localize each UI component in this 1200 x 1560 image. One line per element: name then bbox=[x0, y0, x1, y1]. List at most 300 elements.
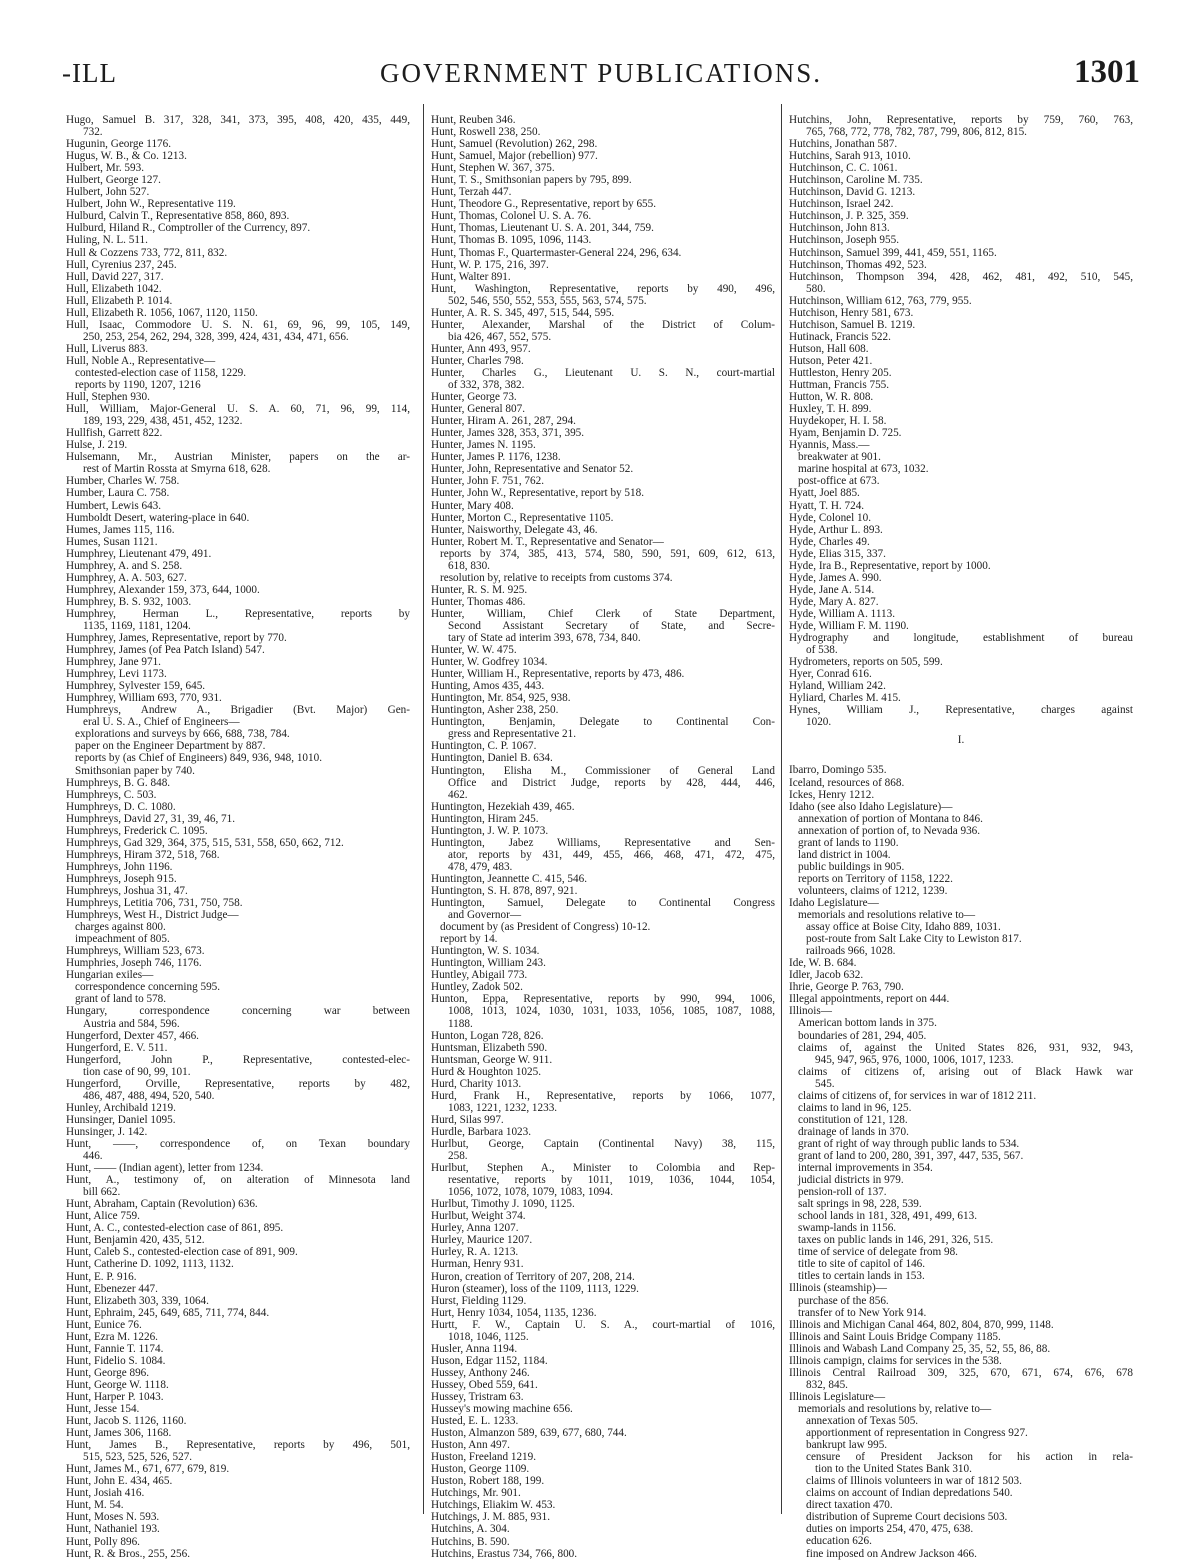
index-line: grant of land to 578. bbox=[75, 993, 167, 1006]
index-line: Hutchinson, John 813. bbox=[789, 222, 890, 235]
index-line: Hutchins, A. 304. bbox=[431, 1523, 510, 1536]
index-line: Hyde, Elias 315, 337. bbox=[789, 547, 886, 560]
index-line: Hutchings, J. M. 885, 931. bbox=[431, 1511, 551, 1524]
index-line: Hyde, Jane A. 514. bbox=[789, 583, 875, 596]
index-line: and Governor— bbox=[448, 909, 522, 922]
index-line: reports by 1190, 1207, 1216 bbox=[75, 379, 201, 392]
index-line: Hyam, Benjamin D. 725. bbox=[789, 427, 902, 440]
index-line: Hull, Elizabeth P. 1014. bbox=[66, 294, 173, 307]
index-line: Humbert, Lewis 643. bbox=[66, 499, 162, 512]
index-line: education 626. bbox=[806, 1535, 872, 1548]
index-line: Huston, Robert 188, 199. bbox=[431, 1475, 545, 1488]
index-line: Hulbert, George 127. bbox=[66, 174, 161, 187]
index-line: Humphrey, William 693, 770, 931. bbox=[66, 692, 222, 705]
index-line: Hungerford, Dexter 457, 466. bbox=[66, 1029, 199, 1042]
index-line: Huntley, Abigail 773. bbox=[431, 969, 528, 982]
index-line: Huxley, T. H. 899. bbox=[789, 403, 872, 416]
index-line: 1018, 1046, 1125. bbox=[448, 1330, 529, 1343]
index-line: Hunter, George 73. bbox=[431, 391, 517, 404]
index-line: explorations and surveys by 666, 688, 738, 784. bbox=[75, 728, 290, 741]
index-line: Hurd, Silas 997. bbox=[431, 1113, 504, 1126]
index-line: ator, reports by 431, 449, 455, 466, 468, 471, 472, 475, bbox=[448, 848, 775, 861]
index-line: censure of President Jackson for his action in rela- bbox=[806, 1451, 1133, 1464]
index-line: Hurman, Henry 931. bbox=[431, 1258, 524, 1271]
index-line: 580. bbox=[806, 282, 826, 295]
index-line: Huntington, Hezekiah 439, 465. bbox=[431, 800, 575, 813]
index-line: Hunley, Archibald 1219. bbox=[66, 1101, 176, 1114]
index-line: Huston, George 1109. bbox=[431, 1463, 530, 1476]
index-line: Hunt, Polly 896. bbox=[66, 1535, 140, 1548]
index-line: Hyde, William F. M. 1190. bbox=[789, 619, 909, 632]
index-line: Hunt, Fidelio S. 1084. bbox=[66, 1354, 166, 1367]
index-line: Hunt, Walter 891. bbox=[431, 270, 511, 283]
index-line: Humphreys, Joshua 31, 47. bbox=[66, 885, 188, 897]
index-line: Hyer, Conrad 616. bbox=[789, 668, 872, 681]
index-line: Humphrey, James (of Pea Patch Island) 547. bbox=[66, 644, 265, 657]
index-line: 478, 479, 483. bbox=[448, 860, 513, 873]
index-line: Huntington, Benjamin, Delegate to Continental Con- bbox=[431, 716, 775, 729]
index-line: Hunter, Thomas 486. bbox=[431, 595, 526, 608]
index-line: Humphrey, Sylvester 159, 645. bbox=[66, 680, 206, 693]
index-line: Hussey's mowing machine 656. bbox=[431, 1403, 573, 1416]
index-line: Hunt, R. & Bros., 255, 256. bbox=[66, 1547, 191, 1560]
index-line: Hunt, George W. 1118. bbox=[66, 1378, 169, 1391]
index-line: Hungarian exiles— bbox=[66, 969, 154, 982]
index-line: 515, 523, 525, 526, 527. bbox=[83, 1451, 193, 1464]
index-line: Hunter, Hiram A. 261, 287, 294. bbox=[431, 415, 576, 428]
index-line: Hunsinger, J. 142. bbox=[66, 1125, 148, 1138]
index-line: Hunt, Alice 759. bbox=[66, 1210, 140, 1223]
index-line: Hunt, A. C., contested-election case of 861, 895. bbox=[66, 1222, 284, 1235]
index-line: Illinois and Saint Louis Bridge Company 1185. bbox=[789, 1330, 1001, 1343]
index-line: Huntington, W. S. 1034. bbox=[431, 945, 540, 958]
index-line: 618, 830. bbox=[448, 559, 490, 572]
index-line: 1135, 1169, 1181, 1204. bbox=[83, 619, 191, 632]
index-line: 486, 487, 488, 494, 520, 540. bbox=[83, 1089, 215, 1102]
index-line: Hutchison, Samuel B. 1219. bbox=[789, 318, 916, 331]
index-line: Huntington, William 243. bbox=[431, 957, 546, 970]
index-line: public buildings in 905. bbox=[798, 860, 905, 873]
index-line: Huntington, Asher 238, 250. bbox=[431, 704, 559, 717]
index-line: Hugus, W. B., & Co. 1213. bbox=[66, 150, 187, 163]
index-line: Illinois and Wabash Land Company 25, 35, 52, 55, 86, 88. bbox=[789, 1342, 1051, 1355]
index-line: Hurlbut, George, Captain (Continental Navy) 38, 115, bbox=[431, 1137, 775, 1150]
index-line: memorials and resolutions relative to— bbox=[798, 909, 976, 922]
index-line: reports by (as Chief of Engineers) 849, 936, 948, 1010. bbox=[75, 752, 323, 765]
index-line: land district in 1004. bbox=[798, 848, 891, 861]
index-line: marine hospital at 673, 1032. bbox=[798, 463, 929, 476]
index-line: Hull, Elizabeth R. 1056, 1067, 1120, 1150. bbox=[66, 306, 258, 319]
index-line: Humphrey, James, Representative, report by 770. bbox=[66, 632, 287, 645]
index-line: Humphreys, West H., District Judge— bbox=[66, 909, 239, 922]
index-line: Hutchings, Eliakim W. 453. bbox=[431, 1499, 556, 1512]
index-line: Hunter, Morton C., Representative 1105. bbox=[431, 511, 614, 524]
index-line: Illinois Legislature— bbox=[789, 1390, 886, 1403]
index-line: Hutchins, Sarah 913, 1010. bbox=[789, 150, 911, 163]
section-letter: I. bbox=[957, 734, 965, 747]
index-line: of 332, 378, 382. bbox=[448, 379, 525, 392]
index-line: Husler, Anna 1194. bbox=[431, 1342, 518, 1355]
index-line: Hurdle, Barbara 1023. bbox=[431, 1125, 532, 1138]
index-line: impeachment of 805. bbox=[75, 933, 170, 946]
index-line: Humphreys, John 1196. bbox=[66, 860, 173, 873]
index-line: Iceland, resources of 868. bbox=[789, 776, 905, 789]
index-line: post-office at 673. bbox=[798, 475, 880, 488]
index-line: Hunt, T. S., Smithsonian papers by 795, 899. bbox=[431, 174, 632, 187]
index-line: Hunter, James 328, 353, 371, 395. bbox=[431, 427, 585, 440]
index-line: taxes on public lands in 146, 291, 326, 515. bbox=[798, 1234, 994, 1247]
index-line: Hutchinson, J. P. 325, 359. bbox=[789, 210, 909, 223]
index-line: Hull, Cyrenius 237, 245. bbox=[66, 258, 177, 271]
index-line: Hunt, A., testimony of, on alteration of Minnesota land bbox=[66, 1174, 410, 1187]
index-line: Hurd & Houghton 1025. bbox=[431, 1065, 542, 1078]
index-line: Hunt, W. P. 175, 216, 397. bbox=[431, 258, 549, 271]
index-line: Huston, Freeland 1219. bbox=[431, 1451, 537, 1464]
index-line: Huntington, Samuel, Delegate to Continental Congress bbox=[431, 897, 775, 910]
index-line: Hunter, Charles G., Lieutenant U. S. N., court-martial bbox=[431, 366, 775, 379]
index-line: Hutchinson, Caroline M. 735. bbox=[789, 174, 923, 187]
index-line: Humphries, Joseph 746, 1176. bbox=[66, 957, 202, 970]
index-line: Hyde, Charles 49. bbox=[789, 535, 870, 548]
index-line: Hunt, Roswell 238, 250. bbox=[431, 126, 541, 139]
index-line: Hutchins, Erastus 734, 766, 800. bbox=[431, 1547, 578, 1560]
index-line: 1020. bbox=[806, 716, 832, 729]
index-line: Illinois— bbox=[789, 1005, 832, 1018]
index-line: Hunt, Reuben 346. bbox=[431, 114, 516, 126]
index-line: Ickes, Henry 1212. bbox=[789, 788, 875, 801]
index-line: Husted, E. L. 1233. bbox=[431, 1415, 519, 1428]
index-line: Huron, creation of Territory of 207, 208, 214. bbox=[431, 1270, 635, 1283]
index-column-1 bbox=[66, 114, 410, 1560]
index-line: purchase of the 856. bbox=[798, 1294, 889, 1307]
index-line: Hussey, Tristram 63. bbox=[431, 1390, 524, 1403]
index-line: Humes, Susan 1121. bbox=[66, 535, 158, 548]
index-line: Hunter, Ann 493, 957. bbox=[431, 342, 531, 355]
index-line: Hurley, R. A. 1213. bbox=[431, 1246, 519, 1259]
index-line: Hutinack, Francis 522. bbox=[789, 330, 891, 343]
index-line: tion to the United States Bank 310. bbox=[815, 1463, 972, 1476]
index-line: Hunt, E. P. 916. bbox=[66, 1270, 137, 1283]
index-line: claims of citizens of, arising out of Black Hawk war bbox=[798, 1065, 1133, 1078]
index-line: bia 426, 467, 552, 575. bbox=[448, 330, 552, 343]
index-line: Hunt, Catherine D. 1092, 1113, 1132. bbox=[66, 1258, 234, 1271]
index-line: Hunt, Josiah 416. bbox=[66, 1487, 145, 1500]
index-line: Hunt, Terzah 447. bbox=[431, 186, 512, 199]
column-divider bbox=[423, 104, 424, 1514]
index-line: Austria and 584, 596. bbox=[83, 1017, 180, 1030]
index-line: Hunter, Robert M. T., Representative and Senator— bbox=[431, 535, 664, 548]
index-line: post-route from Salt Lake City to Lewiston 817. bbox=[806, 933, 1022, 946]
index-line: Humphrey, Levi 1173. bbox=[66, 668, 167, 681]
index-line: Hutton, W. R. 808. bbox=[789, 391, 874, 404]
index-line: distribution of Supreme Court decisions 503. bbox=[806, 1511, 1008, 1524]
index-line: Hull, William, Major-General U. S. A. 60, 71, 96, 99, 114, bbox=[66, 403, 410, 416]
index-line: Hunt, Thomas F., Quartermaster-General 224, 296, 634. bbox=[431, 246, 682, 259]
index-line: Hunt, Nathaniel 193. bbox=[66, 1523, 160, 1536]
index-line: Humber, Laura C. 758. bbox=[66, 487, 170, 500]
index-line: Hyatt, T. H. 724. bbox=[789, 499, 865, 512]
index-line: Huntington, J. W. P. 1073. bbox=[431, 824, 549, 837]
index-line: Idaho Legislature— bbox=[789, 896, 879, 909]
index-line: 462. bbox=[448, 788, 468, 801]
index-line: Hunton, Logan 728, 826. bbox=[431, 1029, 544, 1042]
index-line: tion case of 90, 99, 101. bbox=[83, 1065, 191, 1078]
index-line: Hutchinson, Joseph 955. bbox=[789, 234, 900, 247]
index-line: 1008, 1013, 1024, 1030, 1031, 1033, 1056, 1085, 1087, 1088, bbox=[448, 1005, 775, 1018]
index-line: Humphrey, A. and S. 258. bbox=[66, 559, 183, 572]
index-line: contested-election case of 1158, 1229. bbox=[75, 366, 247, 379]
index-line: Hyde, Mary A. 827. bbox=[789, 595, 879, 608]
index-line: titles to certain lands in 153. bbox=[798, 1270, 925, 1283]
index-line: Hunter, W. W. 475. bbox=[431, 644, 517, 657]
index-line: charges against 800. bbox=[75, 921, 166, 934]
index-line: Hutson, Hall 608. bbox=[789, 342, 869, 355]
index-line: rest of Martin Rossta at Smyrna 618, 628. bbox=[83, 463, 271, 476]
index-line: Hunt, Washington, Representative, reports by 490, 496, bbox=[431, 282, 775, 295]
index-line: resentative, reports by 1011, 1019, 1036, 1044, 1054, bbox=[448, 1174, 775, 1187]
index-line: Hunt, Jesse 154. bbox=[66, 1403, 140, 1416]
index-line: Hunter, W. Godfrey 1034. bbox=[431, 656, 548, 669]
index-line: swamp-lands in 1156. bbox=[798, 1222, 897, 1235]
index-line: Humphrey, B. S. 932, 1003. bbox=[66, 595, 192, 608]
index-line: Illinois (steamship)— bbox=[789, 1282, 887, 1295]
page-title: GOVERNMENT PUBLICATIONS. bbox=[379, 58, 823, 88]
index-line: Humphreys, Letitia 706, 731, 750, 758. bbox=[66, 897, 243, 910]
index-line: Huntington, Mr. 854, 925, 938. bbox=[431, 692, 571, 705]
index-line: Humphrey, Herman L., Representative, reports by bbox=[66, 607, 410, 620]
index-line: Hunt, Stephen W. 367, 375. bbox=[431, 162, 555, 175]
index-line: judicial districts in 979. bbox=[798, 1174, 904, 1187]
index-line: Hull, Isaac, Commodore U. S. N. 61, 69, 96, 99, 105, 149, bbox=[66, 318, 410, 331]
index-line: transfer of to New York 914. bbox=[798, 1306, 927, 1319]
index-line: Hyde, Ira B., Representative, report by 1000. bbox=[789, 559, 991, 572]
index-line: Huntington, Daniel B. 634. bbox=[431, 752, 553, 765]
index-line: Hull, Noble A., Representative— bbox=[66, 354, 216, 367]
index-line: Hurd, Charity 1013. bbox=[431, 1077, 522, 1090]
index-line: correspondence concerning 595. bbox=[75, 981, 221, 994]
page-number: 1301 bbox=[1074, 54, 1140, 90]
index-line: grant of lands to 1190. bbox=[798, 836, 899, 849]
index-line: Hutchins, Jonathan 587. bbox=[789, 138, 898, 151]
index-line: school lands in 181, 328, 491, 499, 613. bbox=[798, 1210, 977, 1223]
index-line: Hurlbut, Stephen A., Minister to Colombia and Rep- bbox=[431, 1162, 775, 1175]
index-line: Hyde, Colonel 10. bbox=[789, 511, 872, 524]
index-line: Hull, Stephen 930. bbox=[66, 391, 150, 404]
index-line: Hyland, William 242. bbox=[789, 680, 886, 693]
index-line: fine imposed on Andrew Jackson 466. bbox=[806, 1547, 977, 1560]
index-line: Ide, W. B. 684. bbox=[789, 957, 857, 970]
index-line: Hussey, Obed 559, 641. bbox=[431, 1378, 538, 1391]
index-line: Hunter, A. R. S. 345, 497, 515, 544, 595. bbox=[431, 306, 615, 319]
index-line: Humphreys, Frederick C. 1095. bbox=[66, 824, 208, 837]
index-line: Hutchison, Henry 581, 673. bbox=[789, 306, 914, 319]
index-line: Hunt, George 896. bbox=[66, 1366, 150, 1379]
index-line: grant of land to 200, 280, 391, 397, 447, 535, 567. bbox=[798, 1149, 1024, 1162]
index-line: Hunt, Theodore G., Representative, report by 655. bbox=[431, 198, 657, 211]
index-line: Hunsinger, Daniel 1095. bbox=[66, 1113, 176, 1126]
index-line: Huntington, C. P. 1067. bbox=[431, 740, 537, 753]
index-line: Hunter, James P. 1176, 1238. bbox=[431, 451, 561, 464]
index-line: 502, 546, 550, 552, 553, 555, 563, 574, 575. bbox=[448, 294, 647, 307]
index-line: Huling, N. L. 511. bbox=[66, 234, 148, 247]
index-line: Hunter, John, Representative and Senator 52. bbox=[431, 463, 634, 476]
index-line: Huntington, Hiram 245. bbox=[431, 812, 539, 825]
index-line: Hyannis, Mass.— bbox=[789, 439, 870, 452]
index-line: Hugunin, George 1176. bbox=[66, 138, 172, 151]
index-line: claims of, against the United States 826, 931, 932, 943, bbox=[798, 1041, 1133, 1054]
index-line: 545. bbox=[815, 1077, 835, 1090]
index-line: 765, 768, 772, 778, 782, 787, 799, 806, 812, 815. bbox=[806, 126, 1027, 139]
index-line: Hulbert, Mr. 593. bbox=[66, 162, 144, 175]
index-line: Hutson, Peter 421. bbox=[789, 354, 873, 367]
index-line: American bottom lands in 375. bbox=[798, 1017, 937, 1030]
index-line: Ibarro, Domingo 535. bbox=[789, 764, 887, 777]
index-line: constitution of 121, 128. bbox=[798, 1113, 908, 1126]
index-line: Hunt, Jacob S. 1126, 1160. bbox=[66, 1415, 187, 1428]
index-line: Hutchings, Mr. 901. bbox=[431, 1487, 521, 1500]
index-line: salt springs in 98, 228, 539. bbox=[798, 1198, 922, 1211]
index-line: Huron (steamer), loss of the 1109, 1113, 1229. bbox=[431, 1282, 639, 1295]
index-line: Hunter, Mary 408. bbox=[431, 499, 514, 512]
index-line: Hyliard, Charles M. 415. bbox=[789, 692, 901, 705]
index-line: Hunt, Eunice 76. bbox=[66, 1318, 142, 1331]
index-line: Hunt, Caleb S., contested-election case of 891, 909. bbox=[66, 1246, 298, 1259]
index-line: railroads 966, 1028. bbox=[806, 945, 896, 958]
index-line: Illinois Central Railroad 309, 325, 670, 671, 674, 676, 678 bbox=[789, 1366, 1133, 1379]
index-line: Huntsman, Elizabeth 590. bbox=[431, 1041, 548, 1054]
index-line: Hungerford, E. V. 511. bbox=[66, 1041, 168, 1054]
index-line: pension-roll of 137. bbox=[798, 1186, 887, 1199]
index-line: 1188. bbox=[448, 1017, 473, 1030]
index-line: 945, 947, 965, 976, 1000, 1006, 1017, 1233. bbox=[815, 1053, 1014, 1066]
index-line: Hutchins, John, Representative, reports by 759, 760, 763, bbox=[789, 114, 1133, 126]
index-line: Second Assistant Secretary of State, and Secre- bbox=[448, 619, 775, 632]
index-line: Hull, Liverus 883. bbox=[66, 342, 149, 355]
index-line: Hutchinson, David G. 1213. bbox=[789, 186, 916, 199]
index-line: Hyatt, Joel 885. bbox=[789, 487, 860, 500]
index-line: claims to land in 96, 125. bbox=[798, 1101, 912, 1114]
index-line: Hunt, Moses N. 593. bbox=[66, 1511, 160, 1524]
index-line: document by (as President of Congress) 10-12. bbox=[440, 921, 651, 934]
index-line: Smithsonian paper by 740. bbox=[75, 764, 195, 777]
index-line: Hunt, Thomas, Colonel U. S. A. 76. bbox=[431, 210, 592, 223]
index-line: Illinois and Michigan Canal 464, 802, 804, 870, 999, 1148. bbox=[789, 1318, 1054, 1331]
index-line: memorials and resolutions by, relative to— bbox=[798, 1402, 992, 1415]
index-line: 258. bbox=[448, 1150, 468, 1163]
index-line: Hulsemann, Mr., Austrian Minister, papers on the ar- bbox=[66, 451, 410, 464]
index-line: Hulburd, Hiland R., Comptroller of the Currency, 897. bbox=[66, 222, 311, 235]
index-line: Hutchinson, William 612, 763, 779, 955. bbox=[789, 294, 972, 307]
index-line: Hunt, Fannie T. 1174. bbox=[66, 1342, 164, 1355]
index-line: Humes, James 115, 116. bbox=[66, 523, 175, 536]
index-line: Humphreys, William 523, 673. bbox=[66, 945, 205, 958]
index-line: Idler, Jacob 632. bbox=[789, 969, 864, 982]
index-line: Hull, Elizabeth 1042. bbox=[66, 282, 162, 295]
index-line: Hutchins, B. 590. bbox=[431, 1535, 510, 1548]
index-line: Hunt, James 306, 1168. bbox=[66, 1427, 172, 1440]
index-line: duties on imports 254, 470, 475, 638. bbox=[806, 1523, 974, 1536]
index-line: apportionment of representation in Congress 927. bbox=[806, 1427, 1028, 1440]
index-line: 446. bbox=[83, 1150, 103, 1163]
index-line: Hunter, Charles 798. bbox=[431, 354, 524, 367]
index-line: Hutchinson, Samuel 399, 441, 459, 551, 1165. bbox=[789, 246, 997, 259]
index-line: paper on the Engineer Department by 887. bbox=[75, 740, 266, 753]
index-line: 250, 253, 254, 262, 294, 328, 399, 424, 431, 434, 471, 656. bbox=[83, 330, 349, 343]
index-line: Hunter, R. S. M. 925. bbox=[431, 583, 528, 596]
index-line: reports on Territory of 1158, 1222. bbox=[798, 872, 953, 885]
index-line: Hutchinson, Israel 242. bbox=[789, 198, 894, 211]
index-line: Huttleston, Henry 205. bbox=[789, 366, 892, 379]
index-line: Ihrie, George P. 763, 790. bbox=[789, 981, 904, 994]
index-line: claims of citizens of, for services in war of 1812 211. bbox=[798, 1089, 1037, 1102]
index-line: Humphreys, Andrew A., Brigadier (Bvt. Major) Gen- bbox=[66, 704, 410, 717]
index-line: 832, 845. bbox=[806, 1378, 848, 1391]
index-line: breakwater at 901. bbox=[798, 451, 881, 464]
index-line: report by 14. bbox=[440, 933, 498, 946]
index-line: Hunter, William, Chief Clerk of State Department, bbox=[431, 607, 775, 620]
index-line: Hunting, Amos 435, 443. bbox=[431, 680, 545, 693]
index-line: Hunt, James B., Representative, reports by 496, 501, bbox=[66, 1439, 410, 1452]
index-line: bill 662. bbox=[83, 1186, 121, 1199]
index-line: Humboldt Desert, watering-place in 640. bbox=[66, 511, 250, 524]
index-line: Hunt, Harper P. 1043. bbox=[66, 1390, 164, 1403]
index-line: boundaries of 281, 294, 405. bbox=[798, 1029, 927, 1042]
index-line: Hulbert, John 527. bbox=[66, 186, 150, 199]
index-line: bankrupt law 995. bbox=[806, 1439, 888, 1452]
index-line: Huntley, Zadok 502. bbox=[431, 981, 523, 994]
index-line: Humphrey, Lieutenant 479, 491. bbox=[66, 547, 212, 560]
index-line: Hutchinson, Thomas 492, 523. bbox=[789, 258, 927, 271]
index-line: Hunt, Ezra M. 1226. bbox=[66, 1330, 158, 1343]
index-line: Hunt, Benjamin 420, 435, 512. bbox=[66, 1234, 205, 1247]
index-line: Hunter, John F. 751, 762. bbox=[431, 475, 545, 488]
index-line: Humphreys, Hiram 372, 518, 768. bbox=[66, 848, 220, 861]
index-line: Humphreys, Gad 329, 364, 375, 515, 531, 558, 650, 662, 712. bbox=[66, 836, 344, 849]
index-line: Hunter, Alexander, Marshal of the District of Colum- bbox=[431, 318, 775, 331]
index-line: Huston, Almanzon 589, 639, 677, 680, 744. bbox=[431, 1427, 627, 1440]
index-line: Hunt, Elizabeth 303, 339, 1064. bbox=[66, 1294, 209, 1307]
index-line: annexation of portion of Montana to 846. bbox=[798, 812, 983, 825]
index-line: Hunt, Samuel (Revolution) 262, 298. bbox=[431, 138, 598, 151]
index-line: Hungary, correspondence concerning war between bbox=[66, 1005, 410, 1018]
index-line: Huydekoper, H. I. 58. bbox=[789, 415, 887, 428]
index-line: Hunt, John E. 434, 465. bbox=[66, 1475, 173, 1488]
index-line: Humphreys, Joseph 915. bbox=[66, 872, 177, 885]
index-line: 189, 193, 229, 438, 451, 452, 1232. bbox=[83, 415, 243, 428]
index-line: 1083, 1221, 1232, 1233. bbox=[448, 1101, 558, 1114]
index-line: Hunton, Eppa, Representative, reports by 990, 994, 1006, bbox=[431, 993, 775, 1006]
index-line: Hyde, William A. 1113. bbox=[789, 607, 896, 620]
index-line: Hunt, Ephraim, 245, 649, 685, 711, 774, 844. bbox=[66, 1306, 270, 1319]
index-line: Huntington, Elisha M., Commissioner of General Land bbox=[431, 764, 775, 777]
index-line: Hydrography and longitude, establishment of bureau bbox=[789, 632, 1133, 645]
index-line: Illegal appointments, report on 444. bbox=[789, 993, 950, 1006]
index-line: Hydrometers, reports on 505, 599. bbox=[789, 656, 943, 669]
index-line: resolution by, relative to receipts from customs 374. bbox=[440, 571, 673, 584]
index-line: Hulse, J. 219. bbox=[66, 439, 128, 452]
index-line: Hunt, James M., 671, 677, 679, 819. bbox=[66, 1463, 230, 1476]
index-line: volunteers, claims of 1212, 1239. bbox=[798, 884, 948, 897]
index-line: Hunt, Thomas, Lieutenant U. S. A. 201, 344, 759. bbox=[431, 222, 654, 235]
index-column-2 bbox=[431, 114, 775, 1560]
index-line: Hulbert, John W., Representative 119. bbox=[66, 198, 236, 211]
index-line: Humphreys, B. G. 848. bbox=[66, 776, 171, 789]
index-line: Humphreys, C. 503. bbox=[66, 788, 157, 801]
index-line: Idaho (see also Idaho Legislature)— bbox=[789, 800, 953, 813]
index-line: Hungerford, John P., Representative, contested-elec- bbox=[66, 1053, 410, 1066]
index-line: Humphrey, Jane 971. bbox=[66, 656, 161, 669]
index-line: Hull, David 227, 317. bbox=[66, 270, 164, 283]
